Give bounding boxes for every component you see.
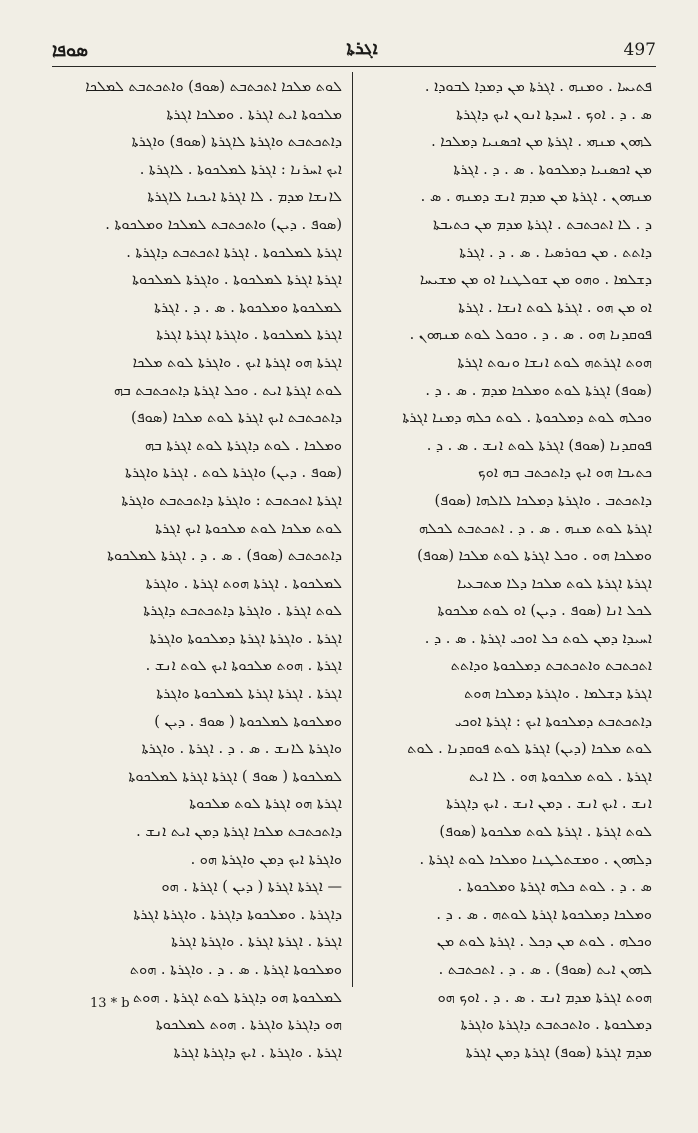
text-line: ܦܬܝܚܐ . ܘܡܢܗ . ܐܓܪܬܐ ܡܢ ܕܡܕܐ ܠܒܘܕܐ . bbox=[424, 79, 652, 95]
text-line: ܘܐܓܪܬܐ ܠܐܢܫ . ܣ . ܕ . ܐܓܪܬܐ . ܘܐܓܪܬܐ bbox=[141, 741, 342, 758]
text-line: (ܣܘܦ . ܕܝܢ) ܘܐܓܪܬܐ ܠܘܬ . ܐܓܪܬܐ ܘܐܓܪܬܐ bbox=[125, 465, 342, 482]
header-left-mark: ܣܘܦܐ bbox=[52, 40, 88, 61]
text-line: ܡܕܡ ܐܓܪܬܐ (ܣܘܦ) ܐܓܪܬܐ ܕܡܢ ܐܓܪܬܐ bbox=[465, 1044, 652, 1061]
text-line: ܕܐܬܟܬܒܬ ܘܐܓܪܬܐ ܠܐܓܪܬܐ (ܣܘܦ) ܘܐܓܪܬܐ bbox=[131, 134, 342, 151]
text-line: ܟܬܝܒܐ ܗܘ ܐܝܟ ܕܐܬܟܬܒ ܒܗ ܐܘܟ bbox=[477, 465, 652, 482]
text-line: ܐܓܪܬܐ . ܐܓܪܬܐ ܐܓܪܬܐ . ܘܐܓܪܬܐ ܐܓܪܬܐ bbox=[171, 934, 342, 951]
page-header bbox=[52, 34, 656, 64]
text-line: ܕܐܬܟܬܒ . ܘܐܓܪܬܐ ܕܡܠܟܐ ܠܐܠܗܐ (ܣܘܦ) bbox=[434, 492, 652, 509]
text-line: ܐܓܪܬܐ ܐܓܪܬܐ ܠܡܠܟܘܬܐ . ܘܐܓܪܬܐ ܠܡܠܟܘܬܐ bbox=[132, 272, 342, 289]
text-line: ܗܘ ܕܐܓܪܬܐ ܘܐܓܪܬܐ . ܗܘܬ ܠܡܠܟܘܬܐ bbox=[155, 1017, 342, 1034]
text-line: ܐܓܪܬܐ ܕܫܠܡܐ . ܘܐܓܪܬܐ ܕܡܠܟܐ ܗܘܬ bbox=[464, 686, 652, 703]
text-line: ܕܫܠܡܐ . ܘܗܘ ܡܢ ܫܘܠܛܢܐ ܐܘ ܡܢ ܡܫܝܚܐ bbox=[419, 272, 652, 289]
text-line: ܕܐܬܟܬܒܬ ܡܠܟܐ ܐܓܪܬܐ ܕܡܢ ܐܝܬ ܐܢܫ . bbox=[136, 824, 342, 841]
text-line: ܘܡܠܟܐ ܗܘ . ܘܟܠ ܐܓܪܬܐ ܠܘܬ ܡܠܟܐ (ܣܘܦ) bbox=[417, 548, 652, 565]
text-line: ܣ . ܕ . ܠܘܬ ܟܠܗ ܐܓܪܬܐ ܘܡܠܟܘܬܐ . bbox=[457, 879, 652, 896]
text-line: ܐܓܪܬܐ . ܠܘܬ ܡܠܟܘܬܐ ܗܘ . ܠܐ ܐܝܬ bbox=[468, 768, 652, 785]
text-line: ܡܢ ܐܟܣܢܝܐ ܕܡܠܟܘܬܐ . ܣ . ܕ . ܐܓܪܬܐ bbox=[453, 161, 652, 178]
text-line: ܠܡܠܟܘܬܐ . ܐܓܪܬܐ ܗܘܬ ܐܓܪܬܐ . ܘܐܓܪܬܐ bbox=[145, 575, 342, 592]
column-divider bbox=[352, 72, 353, 987]
text-line: (ܣܘܦ . ܕܝܢ) ܘܐܬܟܬܒܬ ܠܡܠܟܐ ܘܡܠܟܘܬܐ . bbox=[105, 216, 342, 233]
text-line: ܐܓܪܬܐ ܗܘ ܐܓܪܬܐ ܠܘܬ ܡܠܟܘܬܐ bbox=[189, 796, 342, 813]
text-line: ܕܐܬܟܬܒܬ (ܣܘܦ) . ܣ . ܕ . ܐܓܪܬܐ ܠܡܠܟܘܬܐ bbox=[107, 548, 342, 565]
text-line: ܐܓܪܬܐ ܗܘ ܐܓܪܬܐ ܐܝܟ . ܘܐܓܪܬܐ ܠܘܬ ܡܠܟܐ bbox=[132, 354, 342, 371]
text-line: ܠܘܬ ܡܠܟܐ ܠܘܬ ܡܠܟܘܬܐ ܐܝܟ ܐܓܪܬܐ bbox=[155, 520, 342, 537]
text-line: ܕ . ܠܐ ܐܬܟܬܒܬ . ܐܓܪܬܐ ܡܕܡ ܡܢ ܟܬܝܒܬܐ bbox=[433, 216, 652, 233]
text-line: ܕܡܠܟܘܬܐ . ܘܐܬܟܬܒܬ ܕܐܓܪܬܐ ܘܐܓܪܬܐ bbox=[460, 1017, 652, 1034]
text-line: ܦܘܩܕܢܐ ܗܘ . ܣ . ܕ . ܘܟܘܠ ܠܘܬ ܡܢܗܘܢ . bbox=[409, 327, 652, 344]
page-number: 497 bbox=[623, 40, 656, 60]
text-line: ܦܘܩܕܢܐ (ܣܘܦ) ܐܓܪܬܐ ܠܘܬ ܐܢܫ . ܣ . ܕ . bbox=[426, 437, 652, 454]
text-line: ܐܢܫ . ܐܝܟ ܐܢܫ . ܕܡܢ ܐܢܫ . ܐܝܟ ܕܐܓܪܬܐ bbox=[446, 796, 652, 813]
text-line: ܗܘܬ ܐܓܪܬܐ ܡܕܡ ܐܢܫ . ܣ . ܕ . ܐܘܟ ܗܘ bbox=[437, 989, 652, 1006]
text-line: ܗܘܬ ܐܓܪܬܗ ܠܘܬ ܐܢܫܐ ܘܢܘܬ ܐܓܪܬܐ bbox=[457, 354, 652, 371]
text-line: ܐܓܪܬܐ ܠܡܠܟܘܬܐ . ܘܐܓܪܬܐ ܐܓܪܬܐ ܐܓܪܬܐ bbox=[156, 327, 342, 344]
text-line: ܘܡܠܟܘܬܐ ܠܡܠܟܘܬܐ ( ܣܘܦ . ܕܝܢ ) bbox=[154, 713, 342, 730]
text-line: ܐܬܟܬܒܬ ܘܐܬܟܬܒܬ ܕܡܠܟܘܬܐ ܘܕܐܬܬ bbox=[450, 658, 652, 675]
text-line: ܘܐܓܪܬܐ ܐܝܟ ܕܡܢ ܘܐܓܪܬܐ ܗܘ . bbox=[190, 851, 342, 868]
text-line: ܠܡܠܟܘܬܐ ܗܘ ܕܐܓܪܬܐ ܠܘܬ ܐܓܪܬܐ . ܗܘܬ bbox=[133, 989, 342, 1006]
text-line: ܐܝܟ ܐܚܪܢܐ : ܐܓܪܬܐ ܠܡܠܟܘܬܐ . ܠܐܓܪܬܐ . bbox=[139, 161, 342, 178]
text-line: ܐܓܪܬܐ ܠܡܠܟܘܬܐ . ܐܓܪܬܐ ܐܬܟܬܒܬ ܕܐܓܪܬܐ . bbox=[126, 244, 342, 261]
text-line: ܠܡܠܟܘܬܐ ( ܣܘܦ ) ܐܓܪܬܐ ܐܓܪܬܐ ܠܡܠܟܘܬܐ bbox=[128, 768, 342, 785]
text-line: ܘܡܠܟܐ . ܠܘܬ ܕܐܓܪܬܐ ܠܘܬ ܐܓܪܬܐ ܒܗ bbox=[144, 437, 342, 454]
text-line: — ܐܓܪܬܐ ܐܓܪܬܐ ( ܕܝܢ ) ܐܓܪܬܐ . ܗܘ bbox=[161, 879, 342, 896]
text-line: ܐܓܪܬܐ ܠܘܬ ܡܢܗ . ܣ . ܕ . ܐܬܟܬܒܬ ܠܟܠܗ bbox=[418, 520, 652, 537]
text-line: ܐܓܪܬܐ ܐܓܪܬܐ ܠܘܬ ܡܠܟܐ ܕܠܐ ܡܬܒܥܝܐ bbox=[457, 575, 652, 592]
text-line: ܐܓܪܬܐ ܐܬܟܬܒܬ : ܘܐܓܪܬܐ ܕܐܬܟܬܒܬ ܘܐܓܪܬܐ bbox=[121, 492, 342, 509]
text-line: ܕܐܬܟܬܒܬ ܕܡܠܟܘܬܐ ܐܝܟ : ܐܓܪܬܐ ܐܘܟܝ bbox=[454, 713, 652, 730]
text-line: (ܣܘܦ) ܐܓܪܬܐ ܠܘܬ ܘܡܠܟܐ ܡܕܡ . ܣ . ܕ . bbox=[425, 382, 652, 399]
text-line: ܐܚܝܕܐ ܕܡܢ ܠܘܬ ܟܠ ܐܘܟܝ ܐܓܪܬܐ . ܣ . ܕ . bbox=[424, 630, 652, 647]
text-line: ܘܟܠܗ ܠܘܬ ܕܡܠܟܘܬܐ . ܠܘܬ ܟܠܗ ܕܡܢܐ ܐܓܪܬܐ bbox=[402, 410, 652, 427]
text-line: ܕܐܓܪܬܐ . ܘܡܠܟܘܬܐ ܕܐܓܪܬܐ . ܘܐܓܪܬܐ ܐܓܪܬܐ bbox=[133, 906, 342, 923]
text-line: ܡܢܗܘܢ . ܐܓܪܬܐ ܡܢ ܡܕܡ ܐܢܫ ܕܡܢܗ . ܣ . bbox=[420, 189, 652, 206]
text-line: ܘܟܠܗ . ܠܘܬ ܡܢ ܕܟܠ . ܐܓܪܬܐ ܠܘܬ ܡܢ bbox=[436, 934, 652, 951]
text-line: ܐܓܪܬܐ . ܘܐܓܪܬܐ . ܐܝܟ ܕܐܓܪܬܐ ܐܓܪܬܐ bbox=[173, 1044, 342, 1061]
text-line: ܘܡܠܟܘܬܐ ܐܓܪܬܐ . ܣ . ܕ . ܘܐܓܪܬܐ . ܗܘܬ bbox=[129, 962, 342, 978]
text-line: ܠܐܢܫܐ ܡܕܡ . ܠܐ ܐܓܪܬܐ ܐܝܟܢܐ ܠܐܓܪܬܐ bbox=[147, 189, 342, 206]
text-line: ܕܠܗܘܢ . ܘܡܫܬܠܛܢܐ ܘܡܠܟܐ ܠܘܬ ܐܓܪܬܐ . bbox=[419, 851, 652, 868]
header-rule bbox=[52, 66, 656, 67]
signature-mark: 13 * b bbox=[90, 996, 130, 1011]
text-line: ܠܘܬ ܡܠܟܐ ܐܬܟܬܒܬ (ܣܘܦ) ܘܐܬܟܬܒܬ ܠܡܠܟܐ bbox=[85, 79, 342, 95]
text-line: ܐܓܪܬܐ . ܘܐܓܪܬܐ ܐܓܪܬܐ ܕܡܠܟܘܬܐ ܘܐܓܪܬܐ bbox=[149, 630, 342, 647]
text-line: ܠܘܬ ܐܓܪܬܐ ܐܝܬ . ܘܟܠ ܐܓܪܬܐ ܕܐܬܟܬܒܬ ܒܗ bbox=[113, 382, 342, 399]
text-line: ܠܘܬ ܐܓܪܬܐ . ܘܐܓܪܬܐ ܕܐܬܟܬܒܬ ܕܐܓܪܬܐ bbox=[143, 603, 342, 620]
text-line: ܡܠܟܘܬܐ ܐܝܬ ܐܓܪܬܐ . ܘܡܠܟܐ ܐܓܪܬܐ bbox=[166, 106, 342, 123]
text-line: ܐܓܪܬܐ . ܗܘܬ ܡܠܟܘܬܐ ܐܝܟ ܠܘܬ ܐܢܫ . bbox=[145, 658, 342, 675]
text-line: ܠܟܠ ܐܢܐ (ܣܘܦ . ܕܝܢ) ܐܘ ܠܘܬ ܡܠܟܘܬܐ bbox=[437, 603, 652, 620]
text-line: ܠܗܘܢ ܐܝܬ (ܣܘܦ) . ܣ . ܕ . ܐܬܟܬܒܬ . bbox=[438, 962, 652, 978]
text-line: ܕܐܬܟܬܒܬ ܐܝܟ ܐܓܪܬܐ ܠܘܬ ܡܠܟܐ (ܣܘܦ) bbox=[131, 410, 342, 427]
text-line: ܘܡܠܟܐ ܕܡܠܟܘܬܐ ܐܓܪܬܐ ܠܘܬܗ . ܣ . ܕ . bbox=[436, 906, 652, 923]
text-line: ܕܐܬܬ . ܡܢ ܟܘܪܣܝܐ . ܣ . ܕ . ܐܓܪܬܐ bbox=[459, 244, 652, 261]
text-line: ܠܗܘܢ ܡܢܗܝ . ܐܓܪܬܐ ܡܢ ܐܟܣܢܝܐ ܕܡܠܟܐ . bbox=[431, 134, 652, 151]
text-line: ܣ . ܕ . ܐܘܟ . ܐܚܕܬܐ ܐܢܘܢ ܐܝܟ ܕܐܓܪܬܐ bbox=[456, 106, 652, 123]
text-line: ܠܘܬ ܡܠܟܐ (ܕܝܢ) ܐܓܪܬܐ ܠܘܬ ܦܘܩܕܢܐ . ܠܘܬ bbox=[407, 741, 652, 758]
text-line: ܐܘ ܡܢ ܗܘ . ܐܓܪܬܐ ܠܘܬ ܐܢܫܐ . ܐܓܪܬܐ bbox=[458, 299, 652, 316]
running-head: ܐܓܪܬܐ bbox=[346, 38, 378, 59]
text-line: ܠܘܬ ܐܓܪܬܐ . ܐܓܪܬܐ ܠܘܬ ܡܠܟܘܬܐ (ܣܘܦ) bbox=[439, 824, 652, 841]
right-column bbox=[362, 74, 652, 1061]
text-line: ܐܓܪܬܐ . ܐܓܪܬܐ ܐܓܪܬܐ ܠܡܠܟܘܬܐ ܘܐܓܪܬܐ bbox=[156, 686, 342, 703]
text-line: ܠܡܠܟܘܬܐ ܘܡܠܟܘܬܐ . ܣ . ܕ . ܐܓܪܬܐ bbox=[154, 299, 342, 316]
